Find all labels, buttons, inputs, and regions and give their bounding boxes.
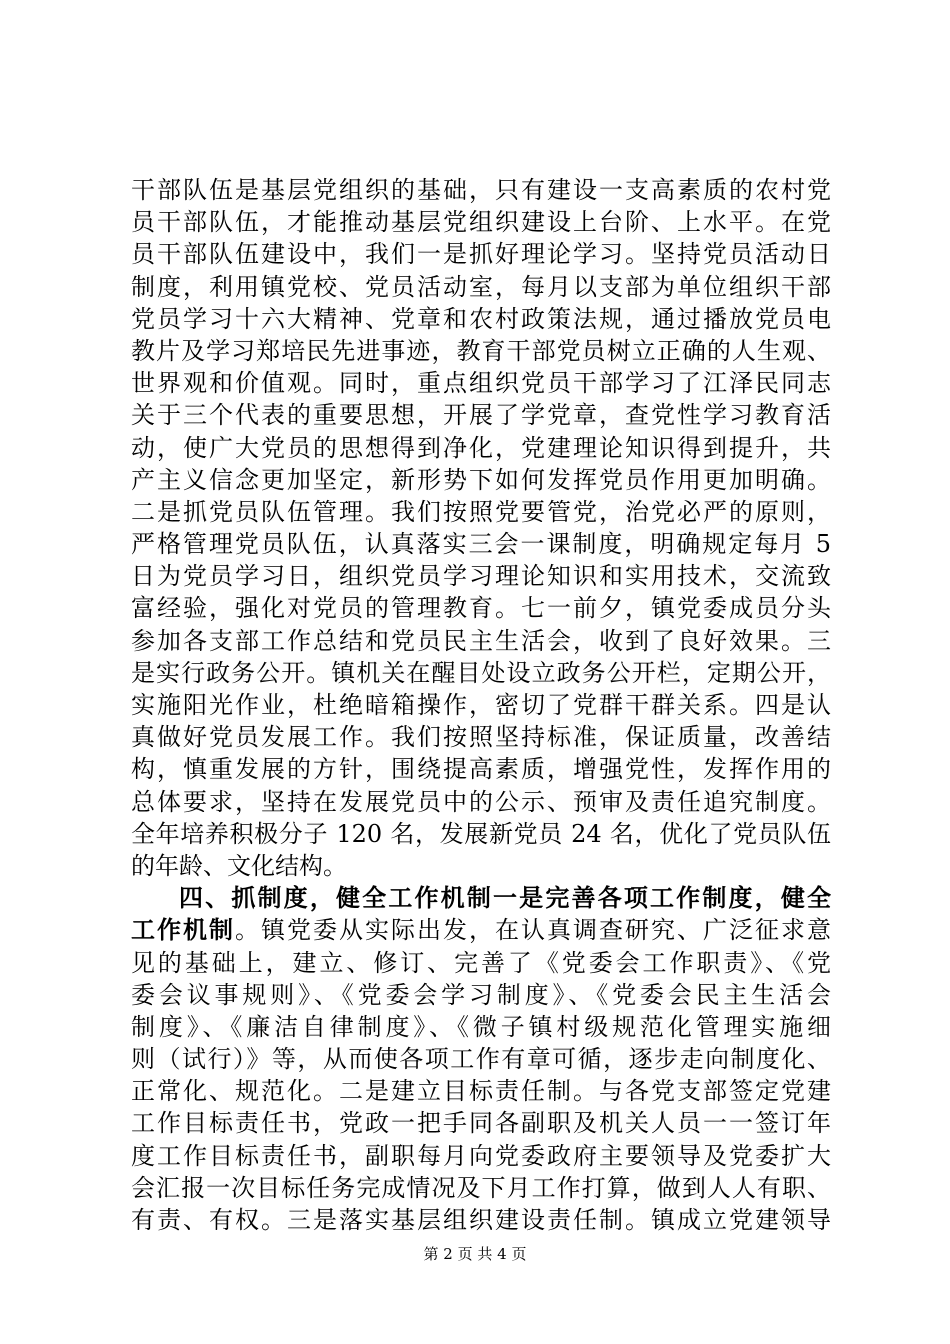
text-line: 严格管理党员队伍，认真落实三会一课制度，明确规定每月 5 [131, 530, 831, 559]
document-body [131, 174, 831, 1236]
text-line: 全年培养积极分子 120 名，发展新党员 24 名，优化了党员队伍 [131, 819, 831, 848]
text-line: 员干部队伍，才能推动基层党组织建设上台阶、上水平。在党 [131, 208, 831, 237]
text-line: 员干部队伍建设中，我们一是抓好理论学习。坚持党员活动日 [131, 240, 831, 269]
text-line: 实施阳光作业，杜绝暗箱操作，密切了党群干群关系。四是认 [131, 691, 831, 719]
text-line: 参加各支部工作总结和党员民主生活会，收到了良好效果。三 [131, 626, 831, 655]
text-line: 的年龄、文化结构。 [131, 851, 347, 880]
text-line: 世界观和价值观。同时，重点组织党员干部学习了江泽民同志 [131, 369, 831, 398]
text-line: 工作目标责任书，党政一把手同各副职及机关人员一一签订年 [131, 1109, 831, 1138]
text-line: 二是抓党员队伍管理。我们按照党要管党，治党必严的原则， [131, 497, 831, 526]
text-line: 委会议事规则》、《党委会学习制度》、《党委会民主生活会 [131, 980, 831, 1009]
text-line [131, 914, 831, 946]
text-line: 度工作目标责任书，副职每月向党委政府主要领导及党委扩大 [131, 1141, 831, 1170]
text-line: 有责、有权。三是落实基层组织建设责任制。镇成立党建领导 [131, 1206, 831, 1234]
text-line: 则（试行）》等，从而使各项工作有章可循，逐步走向制度化、 [131, 1045, 831, 1074]
text-line: 构，慎重发展的方针，围绕提高素质，增强党性，发挥作用的 [131, 755, 831, 784]
text-line: 正常化、规范化。二是建立目标责任制。与各党支部签定党建 [131, 1077, 831, 1106]
text-line: 是实行政务公开。镇机关在醒目处设立政务公开栏，定期公开， [131, 658, 831, 687]
section-heading-block [131, 882, 831, 946]
text-line: 关于三个代表的重要思想，开展了学党章，查党性学习教育活 [131, 401, 831, 430]
section-heading: 四、抓制度，健全工作机制一是完善各项工作制度，健全 [179, 884, 831, 913]
text-line: 制度》、《廉洁自律制度》、《微子镇村级规范化管理实施细 [131, 1012, 831, 1041]
paragraph-2 [131, 947, 831, 1237]
text-line-rest: 。镇党委从实际出发，在认真调查研究、广泛征求意 [235, 916, 831, 945]
page-footer [0, 1244, 950, 1264]
text-line: 会汇报一次目标任务完成情况及下月工作打算，做到人人有职、 [131, 1173, 831, 1202]
text-line: 教片及学习郑培民先进事迹，教育干部党员树立正确的人生观、 [131, 336, 831, 365]
text-line: 真做好党员发展工作。我们按照坚持标准，保证质量，改善结 [131, 723, 831, 752]
text-line: 干部队伍是基层党组织的基础，只有建设一支高素质的农村党 [131, 176, 831, 204]
text-line: 见的基础上，建立、修订、完善了《党委会工作职责》、《党 [131, 948, 831, 977]
paragraph-1 [131, 174, 831, 882]
text-line: 产主义信念更加坚定，新形势下如何发挥党员作用更加明确。 [131, 465, 831, 494]
section-heading-continuation: 工作机制 [131, 916, 235, 945]
text-line: 动，使广大党员的思想得到净化，党建理论知识得到提升，共 [131, 433, 831, 462]
text-line: 日为党员学习日，组织党员学习理论知识和实用技术，交流致 [131, 562, 831, 591]
text-line: 富经验，强化对党员的管理教育。七一前夕，镇党委成员分头 [131, 594, 831, 623]
text-line: 制度，利用镇党校、党员活动室，每月以支部为单位组织干部 [131, 272, 831, 301]
text-line: 党员学习十六大精神、党章和农村政策法规，通过播放党员电 [131, 304, 831, 333]
page-number: 第 2 页 共 4 页 [423, 1245, 527, 1263]
text-line: 总体要求，坚持在发展党员中的公示、预审及责任追究制度。 [131, 787, 831, 816]
